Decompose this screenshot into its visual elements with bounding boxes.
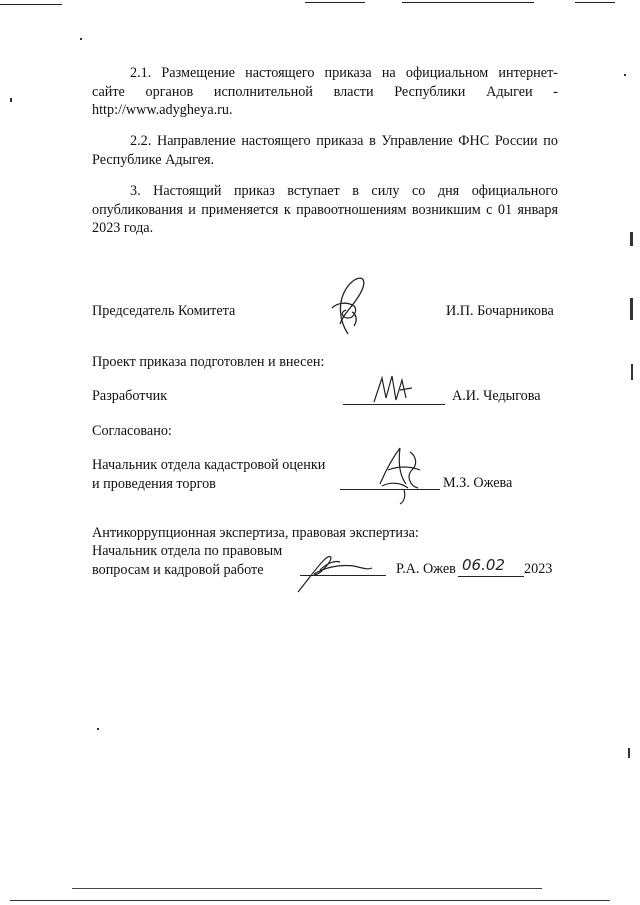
top-scan-line-middle	[305, 2, 365, 3]
section-2-2	[92, 132, 558, 169]
section-3-line3: 2023 года.	[92, 220, 154, 236]
top-scan-line-far-right	[575, 2, 615, 3]
section-2-1-line2: сайте органов исполнительной власти Республики Адыгеи -	[92, 83, 558, 100]
section-2-1-line3: http://www.adygheya.ru.	[92, 102, 233, 118]
bottom-scan-line-top	[72, 888, 542, 889]
bottom-scan-line-lower	[10, 900, 610, 901]
expertise-heading: Антикоррупционная экспертиза, правовая экспертиза:	[92, 525, 419, 541]
cadastral-head-name: М.З. Ожева	[443, 475, 513, 491]
cadastral-head-title-line1: Начальник отдела кадастровой оценки	[92, 457, 326, 473]
section-3	[92, 182, 558, 238]
chairman-name: И.П. Бочарникова	[446, 303, 554, 319]
section-2-1-line1: 2.1. Размещение настоящего приказа на официальном интернет-	[130, 65, 558, 81]
section-2-2-line1: 2.2. Направление настоящего приказа в Управление ФНС России по	[130, 133, 558, 149]
cadastral-head-title	[92, 456, 325, 493]
margin-speck	[631, 364, 633, 380]
developer-name: А.И. Чедыгова	[452, 388, 541, 404]
margin-speck	[80, 38, 82, 40]
cadastral-head-title-line2: и проведения торгов	[92, 475, 216, 492]
expertise-year: 2023	[524, 561, 553, 577]
margin-speck	[97, 728, 99, 730]
expertise-signature	[294, 546, 374, 594]
top-scan-line-left	[0, 4, 62, 5]
cadastral-signature	[370, 440, 436, 506]
expertise-date-line	[458, 576, 524, 577]
developer-signature	[370, 372, 416, 406]
margin-speck	[624, 74, 626, 76]
margin-speck	[628, 748, 630, 758]
margin-speck	[10, 98, 12, 102]
agreed-heading: Согласовано:	[92, 423, 172, 439]
expertise-head-title-line2: вопросам и кадровой работе	[92, 561, 264, 578]
section-2-1	[92, 64, 558, 120]
chairman-signature	[318, 272, 380, 340]
section-2-2-line2: Республике Адыгея.	[92, 151, 215, 168]
margin-speck	[630, 232, 633, 246]
section-3-line2: опубликования и применяется к правоотношениям возникшим с 01 января	[92, 201, 558, 218]
margin-speck	[630, 298, 633, 320]
prepared-by-heading: Проект приказа подготовлен и внесен:	[92, 354, 325, 370]
developer-title: Разработчик	[92, 388, 168, 404]
expertise-head-title	[92, 542, 282, 579]
section-3-line1: 3. Настоящий приказ вступает в силу со дня официального	[130, 183, 558, 199]
top-scan-line-right	[402, 2, 534, 3]
chairman-title: Председатель Комитета	[92, 303, 236, 319]
expertise-head-name: Р.А. Ожев	[396, 561, 456, 577]
expertise-handwritten-date: 06.02	[462, 556, 505, 574]
expertise-head-title-line1: Начальник отдела по правовым	[92, 543, 283, 559]
